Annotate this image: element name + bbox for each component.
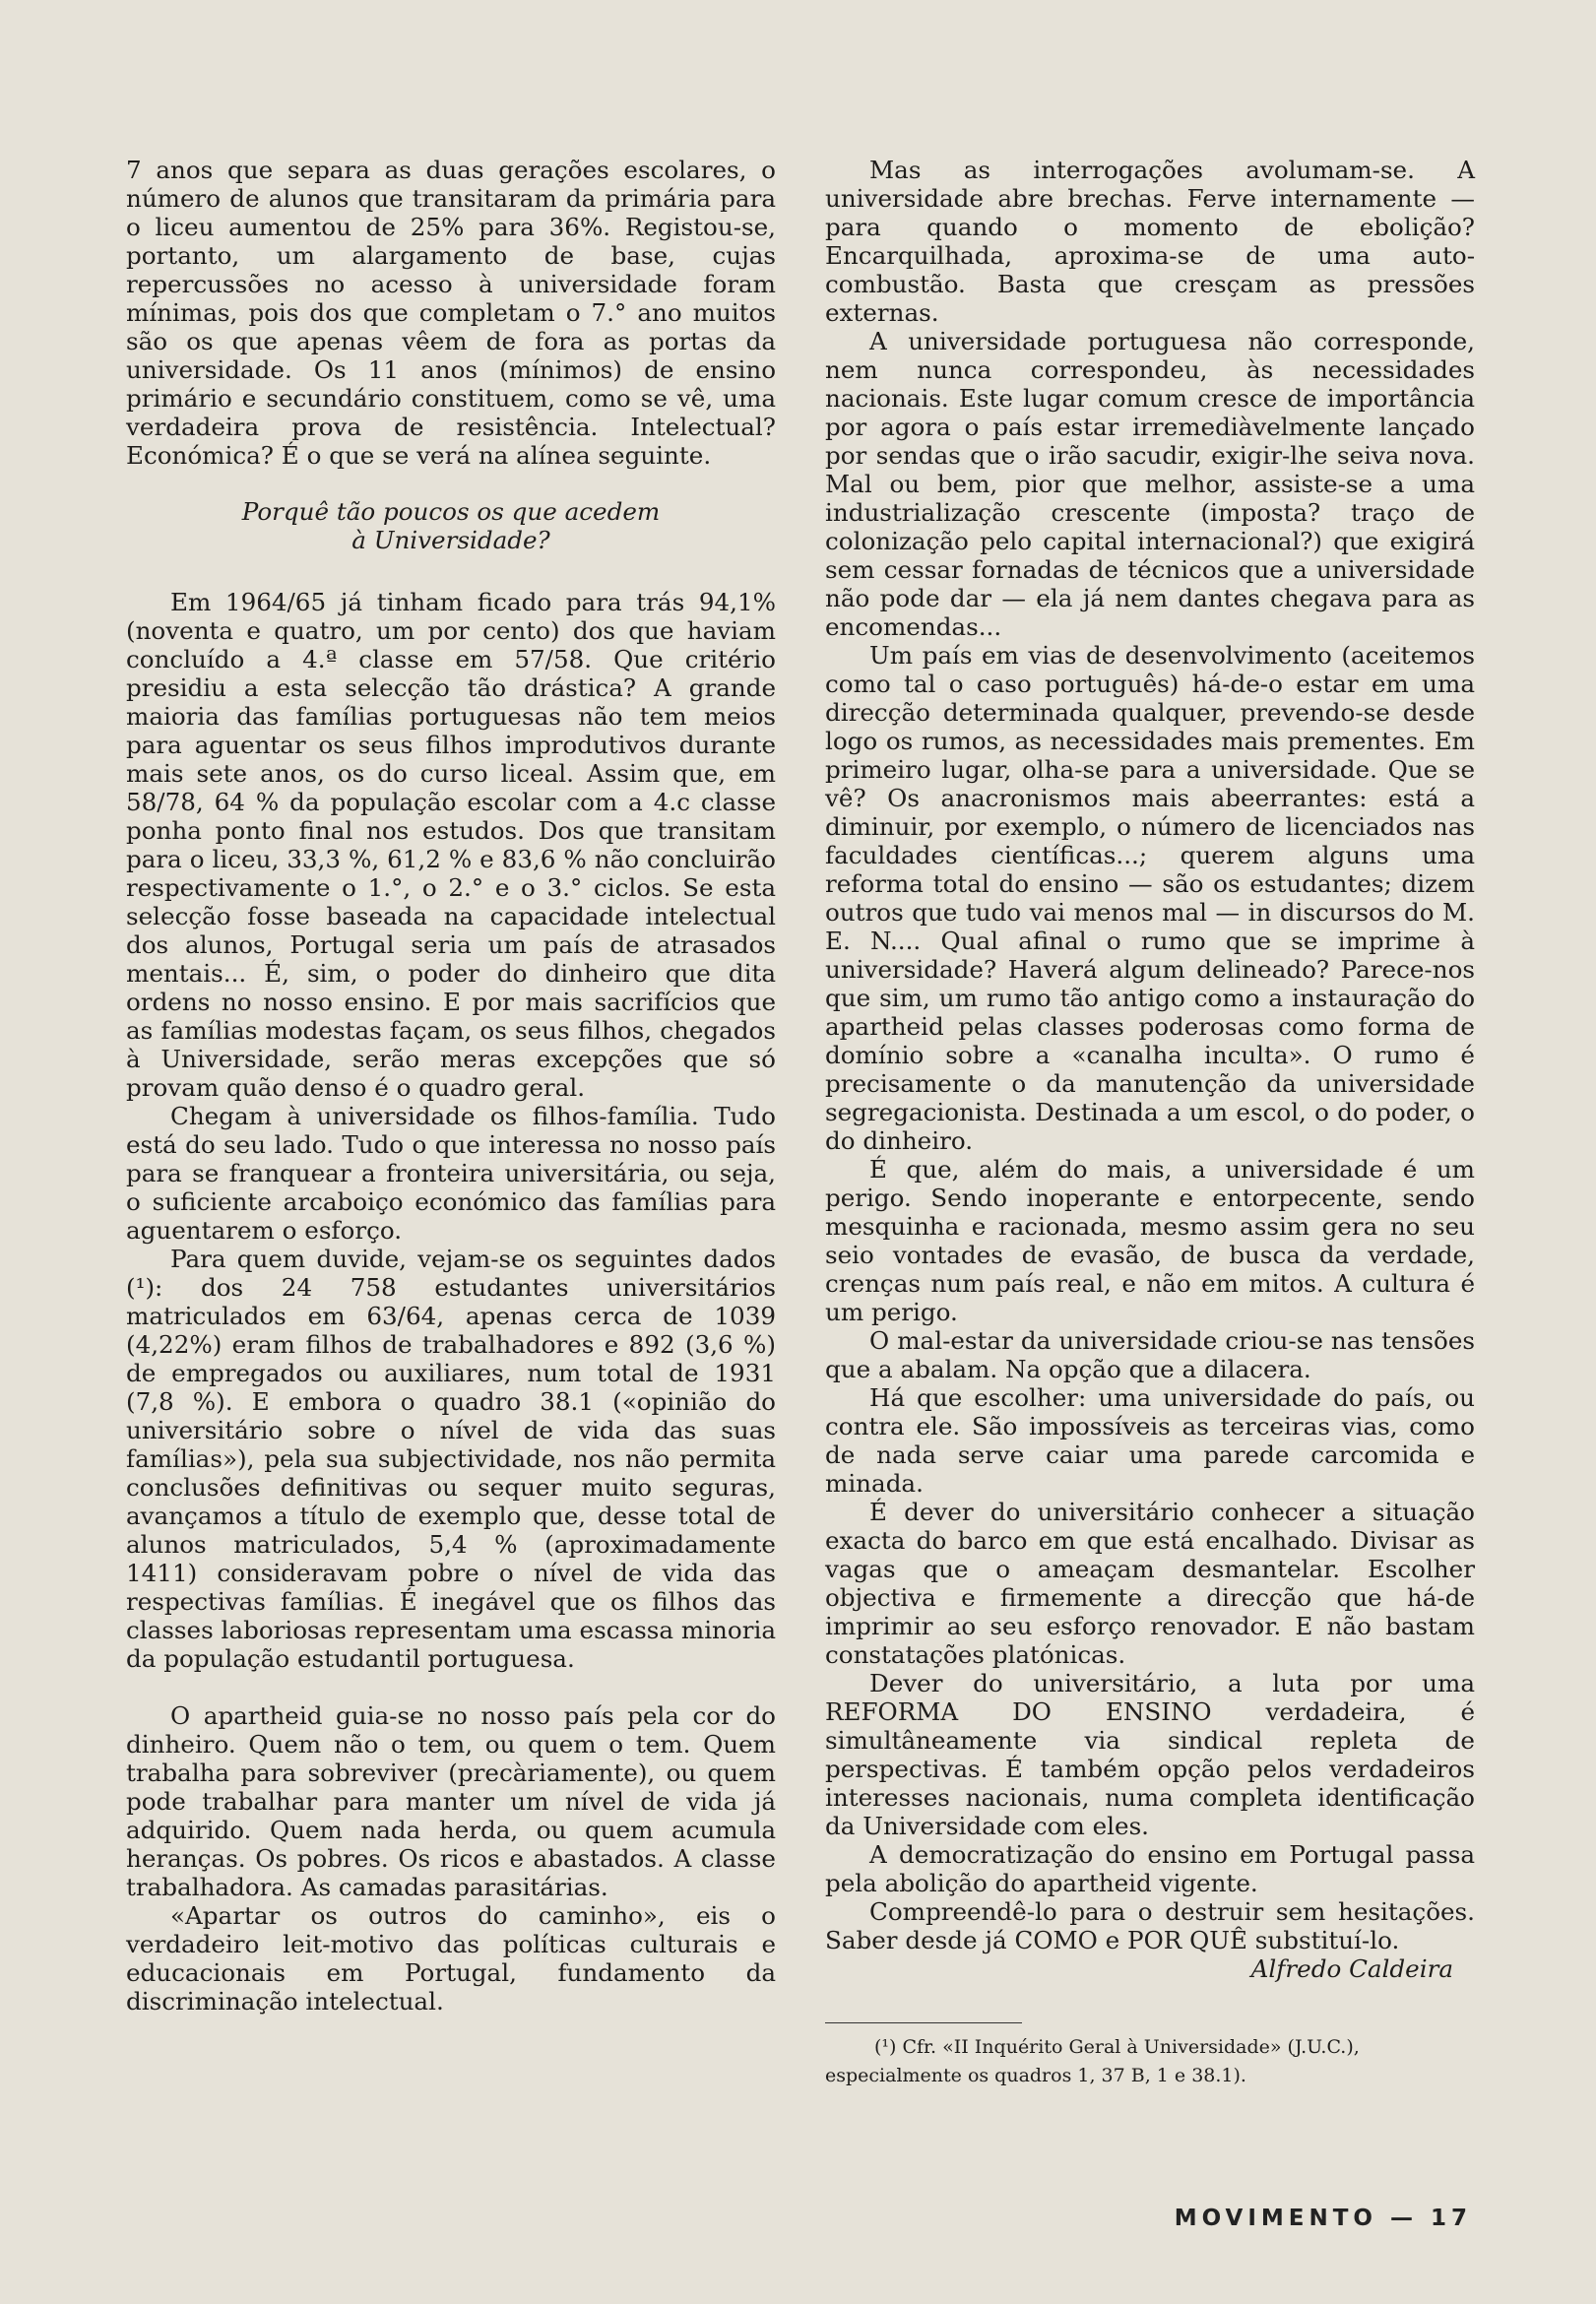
right-paragraph-4: É que, além do mais, a universidade é um perigo. Sendo inoperante e entorpecente, sendo mesquinha e racionada, mesmo assim gera no seu seio vontades de evasão, de busca da verdade, crenças num país real, e não em mitos. A cultura é um perigo.: [825, 1155, 1475, 1326]
right-paragraph-10: Compreendê-lo para o destruir sem hesitações. Saber desde já COMO e POR QUÊ substituí-lo.: [825, 1897, 1475, 1954]
author-signature: Alfredo Caldeira: [1250, 1954, 1453, 1983]
footnote-divider: [825, 2022, 1022, 2023]
section-heading-line-1: Porquê tão poucos os que acedem: [241, 497, 661, 526]
right-paragraph-1: Mas as interrogações avolumam-se. A universidade abre brechas. Ferve internamente — para quando o momento de ebolição? Encarquilhada, aproxima-se de uma auto-combustão. Basta que cresçam as pressões externas.: [825, 156, 1475, 327]
right-column: [825, 156, 1475, 2090]
left-paragraph-5: O apartheid guia-se no nosso país pela cor do dinheiro. Quem não o tem, ou quem o tem. Quem trabalha para sobreviver (precàriamente), ou quem pode trabalhar para manter um nível de vida já adquirido. Quem nada herda, ou quem acumula heranças. Os pobres. Os ricos e abastados. A classe trabalhadora. As camadas parasitárias.: [126, 1701, 776, 1901]
right-paragraph-9: A democratização do ensino em Portugal passa pela abolição do apartheid vigente.: [825, 1840, 1475, 1897]
left-paragraph-1: 7 anos que separa as duas gerações escolares, o número de alunos que transitaram da primária para o liceu aumentou de 25% para 36%. Registou-se, portanto, um alargamento de base, cujas repercussões no acesso à universidade foram mínimas, pois dos que completam o 7.° ano muitos são os que apenas vêem de fora as portas da universidade. Os 11 anos (mínimos) de ensino primário e secundário constituem, como se vê, uma verdadeira prova de resistência. Intelectual? Económica? É o que se verá na alínea seguinte.: [126, 156, 776, 470]
section-heading: [126, 497, 776, 554]
right-paragraph-3: Um país em vias de desenvolvimento (aceitemos como tal o caso português) há-de-o estar em uma direcção determinada qualquer, prevendo-se desde logo os rumos, as necessidades mais prementes. Em primeiro lugar, olha-se para a universidade. Que se vê? Os anacronismos mais abeerrantes: está a diminuir, por exemplo, o número de licenciados nas faculdades científicas...; querem alguns uma reforma total do ensino — são os estudantes; dizem outros que tudo vai menos mal — in discursos do M. E. N.... Qual afinal o rumo que se imprime à universidade? Haverá algum delineado? Parece-nos que sim, um rumo tão antigo como a instauração do apartheid pelas classes poderosas como forma de domínio sobre a «canalha inculta». O rumo é precisamente o da manutenção da universidade segregacionista. Destinada a um escol, o do poder, o do dinheiro.: [825, 641, 1475, 1155]
section-heading-line-2: à Universidade?: [351, 526, 550, 554]
left-paragraph-3: Chegam à universidade os filhos-família. Tudo está do seu lado. Tudo o que interessa no nosso país para se franquear a fronteira universitária, ou seja, o suficiente arcaboiço económico das famílias para aguentarem o esforço.: [126, 1102, 776, 1245]
left-column: [126, 156, 776, 2016]
left-paragraph-2: Em 1964/65 já tinham ficado para trás 94,1% (noventa e quatro, um por cento) dos que haviam concluído a 4.ª classe em 57/58. Que critério presidiu a esta selecção tão drástica? A grande maioria das famílias portuguesas não tem meios para aguentar os seus filhos improdutivos durante mais sete anos, os do curso liceal. Assim que, em 58/78, 64 % da população escolar com a 4.c classe ponha ponto final nos estudos. Dos que transitam para o liceu, 33,3 %, 61,2 % e 83,6 % não concluirão respectivamente o 1.°, o 2.° e o 3.° ciclos. Se esta selecção fosse baseada na capacidade intelectual dos alunos, Portugal seria um país de atrasados mentais... É, sim, o poder do dinheiro que dita ordens no nosso ensino. E por mais sacrifícios que as famílias modestas façam, os seus filhos, chegados à Universidade, serão meras excepções que só provam quão denso é o quadro geral.: [126, 588, 776, 1102]
right-paragraph-6: Há que escolher: uma universidade do país, ou contra ele. São impossíveis as terceiras vias, como de nada serve caiar uma parede carcomida e minada.: [825, 1383, 1475, 1498]
right-paragraph-2: A universidade portuguesa não corresponde, nem nunca correspondeu, às necessidades nacionais. Este lugar comum cresce de importância por agora o país estar irremediàvelmente lançado por sendas que o irão sacudir, exigir-lhe seiva nova. Mal ou bem, pior que melhor, assiste-se a uma industrialização crescente (imposta? traço de colonização pelo capital internacional?) que exigirá sem cessar fornadas de técnicos que a universidade não pode dar — ela já nem dantes chegava para as encomendas...: [825, 327, 1475, 641]
right-paragraph-5: O mal-estar da universidade criou-se nas tensões que a abalam. Na opção que a dilacera.: [825, 1326, 1475, 1383]
right-paragraph-7: É dever do universitário conhecer a situação exacta do barco em que está encalhado. Divisar as vagas que o ameaçam desmantelar. Escolher objectiva e firmemente a direcção que há-de imprimir ao seu esforço renovador. E não bastam constatações platónicas.: [825, 1498, 1475, 1669]
left-paragraph-4: Para quem duvide, vejam-se os seguintes dados (¹): dos 24 758 estudantes universitários matriculados em 63/64, apenas cerca de 1039 (4,22%) eram filhos de trabalhadores e 892 (3,6 %) de empregados ou auxiliares, num total de 1931 (7,8 %). E embora o quadro 38.1 («opinião do universitário sobre o nível de vida das suas famílias»), pela sua subjectividade, nos não permita conclusões definitivas ou sequer muito seguras, avançamos a título de exemplo que, desse total de alunos matriculados, 5,4 % (aproximadamente 1411) consideravam pobre o nível de vida das respectivas famílias. É inegável que os filhos das classes laboriosas representam uma escassa minoria da população estudantil portuguesa.: [126, 1245, 776, 1673]
footnote: (¹) Cfr. «II Inquérito Geral à Universidade» (J.U.C.), especialmente os quadros 1, 37 B, 1 e 38.1).: [825, 2036, 1360, 2086]
right-paragraph-8: Dever do universitário, a luta por uma REFORMA DO ENSINO verdadeira, é simultâneamente via sindical repleta de perspectivas. É também opção pelos verdadeiros interesses nacionais, numa completa identificação da Universidade com eles.: [825, 1669, 1475, 1840]
page-footer: MOVIMENTO — 17: [1174, 2206, 1472, 2231]
left-paragraph-6: «Apartar os outros do caminho», eis o verdadeiro leit-motivo das políticas culturais e educacionais em Portugal, fundamento da discriminação intelectual.: [126, 1901, 776, 2016]
